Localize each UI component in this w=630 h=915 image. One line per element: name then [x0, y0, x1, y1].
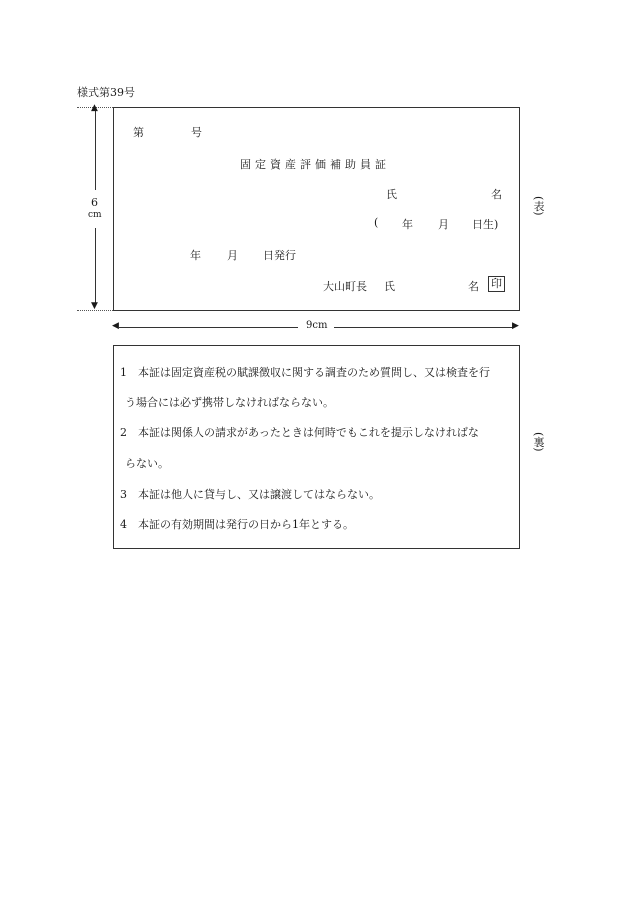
height-dimension-unit: cm [88, 210, 102, 220]
width-dimension-label: 9cm [306, 320, 328, 331]
birth-open-paren: ( [374, 216, 379, 229]
name-label-1: 氏 [386, 188, 397, 201]
back-line-1: 1 本証は固定資産税の賦課徴収に関する調査のため質問し、又は検査を行 [120, 366, 490, 379]
birth-year: 年 [402, 218, 413, 231]
width-dimension-line-left [118, 327, 298, 328]
issuer-title: 大山町長 [323, 280, 367, 293]
issuer-name-2: 名 [468, 280, 479, 293]
back-line-2: 2 本証は関係人の請求があったときは何時でもこれを提示しなければな [120, 426, 479, 439]
height-dimension-number: 6 [91, 196, 98, 209]
card-number-prefix: 第 [133, 126, 144, 139]
birth-day: 日生) [472, 218, 499, 231]
issue-day: 日発行 [263, 249, 296, 262]
width-dimension-line-right [334, 327, 513, 328]
back-line-2b: らない。 [125, 457, 169, 470]
issue-year: 年 [190, 249, 201, 262]
height-dimension-line-top [95, 110, 96, 190]
back-line-1b: う場合には必ず携帯しなければならない。 [125, 396, 334, 409]
width-arrow-right: ▶ [512, 321, 519, 331]
back-side-label: (裏) [532, 432, 545, 452]
front-side-label: (表) [532, 196, 545, 216]
back-line-4: 4 本証の有効期間は発行の日から1年とする。 [120, 518, 354, 531]
card-number-suffix: 号 [191, 126, 202, 139]
issuer-name-1: 氏 [384, 280, 395, 293]
card-front [113, 107, 520, 311]
back-line-3: 3 本証は他人に貸与し、又は譲渡してはならない。 [120, 488, 380, 501]
name-label-2: 名 [491, 188, 502, 201]
seal-stamp [488, 276, 505, 292]
height-arrow-up: ▲ [91, 103, 98, 113]
form-number: 様式第39号 [77, 86, 135, 99]
height-arrow-down: ▼ [91, 301, 98, 311]
issue-month: 月 [227, 249, 238, 262]
width-arrow-left: ◀ [112, 321, 119, 331]
seal-icon: 印 [488, 276, 505, 292]
birth-month: 月 [438, 218, 449, 231]
card-title: 固定資産評価補助員証 [240, 158, 390, 171]
height-dimension-line-bottom [95, 228, 96, 304]
